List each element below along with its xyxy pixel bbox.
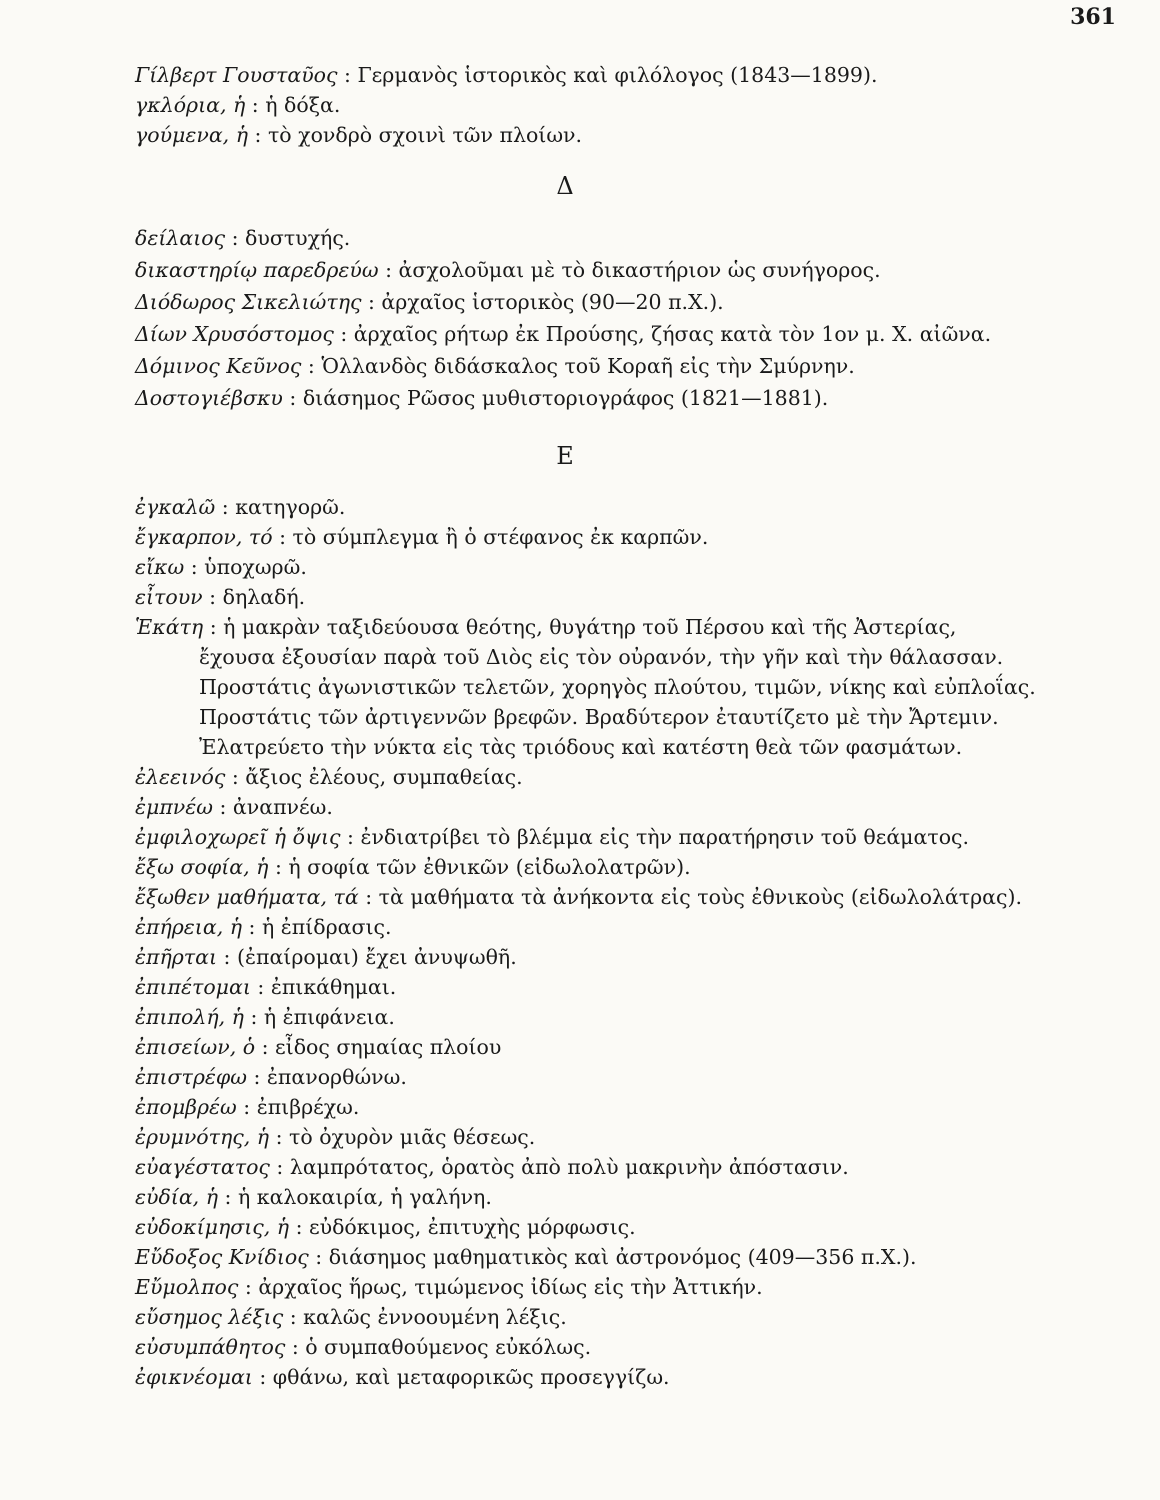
entry-term: εἴκω <box>135 555 185 579</box>
glossary-entry <box>135 318 1115 350</box>
glossary-entry <box>135 1242 1115 1272</box>
glossary-entry <box>135 1332 1115 1362</box>
entry-definition: : διάσημος μαθηματικὸς καὶ ἀστρονόμος (409—356 π.Χ.). <box>308 1245 917 1269</box>
entry-continuation: Προστάτις ἀγωνιστικῶν τελετῶν, χορηγὸς πλούτου, τιμῶν, νίκης καὶ εὐπλοΐας. <box>199 675 1036 699</box>
glossary-entry <box>135 1092 1115 1122</box>
glossary-entry <box>135 1062 1115 1092</box>
glossary-entry <box>135 90 1115 120</box>
entry-term: Γίλβερτ Γουσταῦος <box>135 63 338 87</box>
section-heading-delta: Δ <box>556 172 574 200</box>
entry-term: ἐλεεινός <box>135 765 226 789</box>
entry-term: Εὔμολπος <box>135 1275 239 1299</box>
entry-definition: : εὐδόκιμος, ἐπιτυχὴς μόρφωσις. <box>289 1215 636 1239</box>
entry-definition: : τὸ ὀχυρὸν μιᾶς θέσεως. <box>269 1125 536 1149</box>
entry-term: ἔξωθεν μαθήματα, τά <box>135 885 359 909</box>
glossary-entry <box>135 582 1115 612</box>
entry-term: Δόμινος Κεῦνος <box>135 354 302 378</box>
entry-term: ἐρυμνότης, ἡ <box>135 1125 270 1149</box>
entry-term: εὐσυμπάθητος <box>135 1335 286 1359</box>
entry-term: εὐδία, ἡ <box>135 1185 219 1209</box>
glossary-entry <box>135 1152 1115 1182</box>
entry-definition: : διάσημος Ρῶσος μυθιστοριογράφος (1821—1881). <box>282 386 829 410</box>
glossary-entry <box>135 1002 1115 1032</box>
entry-term: εἶτουν <box>135 585 203 609</box>
glossary-entry <box>135 552 1115 582</box>
entry-term: ἐπιπέτομαι <box>135 975 251 999</box>
glossary-entry <box>135 1362 1115 1392</box>
glossary <box>135 60 1115 1392</box>
entry-term: Εὔδοξος Κνίδιος <box>135 1245 309 1269</box>
entry-definition: : ἀρχαῖος ἱστορικὸς (90—20 π.Χ.). <box>361 290 724 314</box>
entry-definition: : φθάνω, καὶ μεταφορικῶς προσεγγίζω. <box>252 1365 670 1389</box>
entry-continuation: Προστάτις τῶν ἀρτιγεννῶν βρεφῶν. Βραδύτερον ἐταυτίζετο μὲ τὴν Ἄρτεμιν. <box>199 705 999 729</box>
entry-definition: : καλῶς ἐννοουμένη λέξις. <box>283 1305 567 1329</box>
entry-definition: : τὸ σύμπλεγμα ἢ ὁ στέφανος ἐκ καρπῶν. <box>272 525 709 549</box>
entry-definition: : Ὁλλανδὸς διδάσκαλος τοῦ Κοραῆ εἰς τὴν Σμύρνην. <box>301 354 855 378</box>
entry-term: ἔγκαρπον, τό <box>135 525 273 549</box>
glossary-entry <box>135 1212 1115 1242</box>
entry-definition: : ἡ ἐπιφάνεια. <box>243 1005 395 1029</box>
glossary-entry <box>135 852 1115 882</box>
entry-term: εὔσημος λέξις <box>135 1305 284 1329</box>
entry-definition: : ἀρχαῖος ἥρως, τιμώμενος ἰδίως εἰς τὴν Ἀττικήν. <box>238 1275 763 1299</box>
entry-definition: : ὑποχωρῶ. <box>184 555 307 579</box>
glossary-entry <box>135 382 1115 414</box>
entry-definition: : λαμπρότατος, ὁρατὸς ἀπὸ πολὺ μακρινὴν ἀπόστασιν. <box>269 1155 849 1179</box>
entry-definition: : ὁ συμπαθούμενος εὐκόλως. <box>285 1335 592 1359</box>
entry-definition: : ἀναπνέω. <box>212 795 333 819</box>
glossary-entry <box>135 822 1115 852</box>
entry-definition: : ἐπικάθημαι. <box>250 975 397 999</box>
entry-definition: : κατηγορῶ. <box>215 495 346 519</box>
entry-term: δικαστηρίῳ παρεδρεύω <box>135 258 379 282</box>
glossary-entry <box>135 222 1115 254</box>
glossary-entry <box>135 492 1115 522</box>
entry-definition: : (ἐπαίρομαι) ἔχει ἀνυψωθῆ. <box>217 945 517 969</box>
entry-definition: : ἡ καλοκαιρία, ἡ γαλήνη. <box>218 1185 492 1209</box>
entry-term: ἐφικνέομαι <box>135 1365 253 1389</box>
entry-term: ἐπιστρέφω <box>135 1065 247 1089</box>
entry-definition: : δυστυχής. <box>225 226 351 250</box>
entry-term: Δοστογιέβσκυ <box>135 386 283 410</box>
entry-term: γούμενα, ἡ <box>135 123 249 147</box>
glossary-entry <box>135 286 1115 318</box>
entry-term: ἐμφιλοχωρεῖ ἡ ὄψις <box>135 825 341 849</box>
section-heading-epsilon: Ε <box>556 442 574 470</box>
entry-term: ἐπιπολή, ἡ <box>135 1005 244 1029</box>
entry-definition: : ἐπανορθώνω. <box>246 1065 407 1089</box>
entry-term: ἐμπνέω <box>135 795 213 819</box>
entry-term: ἔξω σοφία, ἡ <box>135 855 269 879</box>
glossary-entry <box>135 612 1115 642</box>
entry-definition: : Γερμανὸς ἱστορικὸς καὶ φιλόλογος (1843—1899). <box>337 63 878 87</box>
glossary-entry <box>135 912 1115 942</box>
entry-term: ἐπομβρέω <box>135 1095 237 1119</box>
glossary-entry <box>135 1302 1115 1332</box>
entry-definition: : ἀσχολοῦμαι μὲ τὸ δικαστήριον ὡς συνήγορος. <box>378 258 881 282</box>
glossary-entry <box>135 120 1115 150</box>
entry-term: ἐπήρεια, ἡ <box>135 915 243 939</box>
glossary-entry <box>135 522 1115 552</box>
entry-term: εὐδοκίμησις, ἡ <box>135 1215 290 1239</box>
entry-definition: : δηλαδή. <box>202 585 306 609</box>
entry-definition: : ἀρχαῖος ρήτωρ ἐκ Προύσης, ζήσας κατὰ τὸν 1ον μ. Χ. αἰῶνα. <box>333 322 992 346</box>
entry-term: ἐγκαλῶ <box>135 495 216 519</box>
glossary-entry <box>135 972 1115 1002</box>
entry-definition: : ἡ ἐπίδρασις. <box>242 915 392 939</box>
glossary-entry <box>135 882 1115 912</box>
glossary-entry <box>135 762 1115 792</box>
entry-definition: : ἡ δόξα. <box>245 93 341 117</box>
page-number: 361 <box>1070 4 1116 30</box>
entry-continuation: Ἐλατρεύετο τὴν νύκτα εἰς τὰς τριόδους καὶ κατέστη θεὰ τῶν φασμάτων. <box>199 735 963 759</box>
glossary-entry <box>135 60 1115 90</box>
entry-term: δείλαιος <box>135 226 226 250</box>
entry-definition: : τὸ χονδρὸ σχοινὶ τῶν πλοίων. <box>248 123 583 147</box>
entry-definition: : εἶδος σημαίας πλοίου <box>255 1035 502 1059</box>
entry-term: ἐπῆρται <box>135 945 218 969</box>
entry-term: ἐπισείων, ὁ <box>135 1035 256 1059</box>
entry-definition: : ἡ σοφία τῶν ἐθνικῶν (εἰδωλολατρῶν). <box>268 855 691 879</box>
entry-term: γκλόρια, ἡ <box>135 93 246 117</box>
glossary-entry <box>135 792 1115 822</box>
entry-definition: : ἄξιος ἐλέους, συμπαθείας. <box>225 765 523 789</box>
entry-definition: : τὰ μαθήματα τὰ ἀνήκοντα εἰς τοὺς ἐθνικοὺς (εἰδωλολάτρας). <box>358 885 1022 909</box>
entry-term: Ἑκάτη <box>135 615 204 639</box>
glossary-entry <box>135 1032 1115 1062</box>
entry-continuation: ἔχουσα ἐξουσίαν παρὰ τοῦ Διὸς εἰς τὸν οὐρανόν, τὴν γῆν καὶ τὴν θάλασσαν. <box>199 645 1004 669</box>
entry-term: Διόδωρος Σικελιώτης <box>135 290 362 314</box>
glossary-entry <box>135 1122 1115 1152</box>
entry-term: Δίων Χρυσόστομος <box>135 322 334 346</box>
glossary-entry <box>135 1272 1115 1302</box>
entry-definition: : ἡ μακρὰν ταξιδεύουσα θεότης, θυγάτηρ τοῦ Πέρσου καὶ τῆς Ἀστερίας, <box>203 615 957 639</box>
entry-definition: : ἐπιβρέχω. <box>236 1095 360 1119</box>
glossary-entry <box>135 942 1115 972</box>
glossary-entry <box>135 350 1115 382</box>
glossary-entry <box>135 254 1115 286</box>
entry-term: εὐαγέστατος <box>135 1155 270 1179</box>
glossary-entry <box>135 1182 1115 1212</box>
entry-definition: : ἐνδιατρίβει τὸ βλέμμα εἰς τὴν παρατήρησιν τοῦ θεάματος. <box>340 825 970 849</box>
